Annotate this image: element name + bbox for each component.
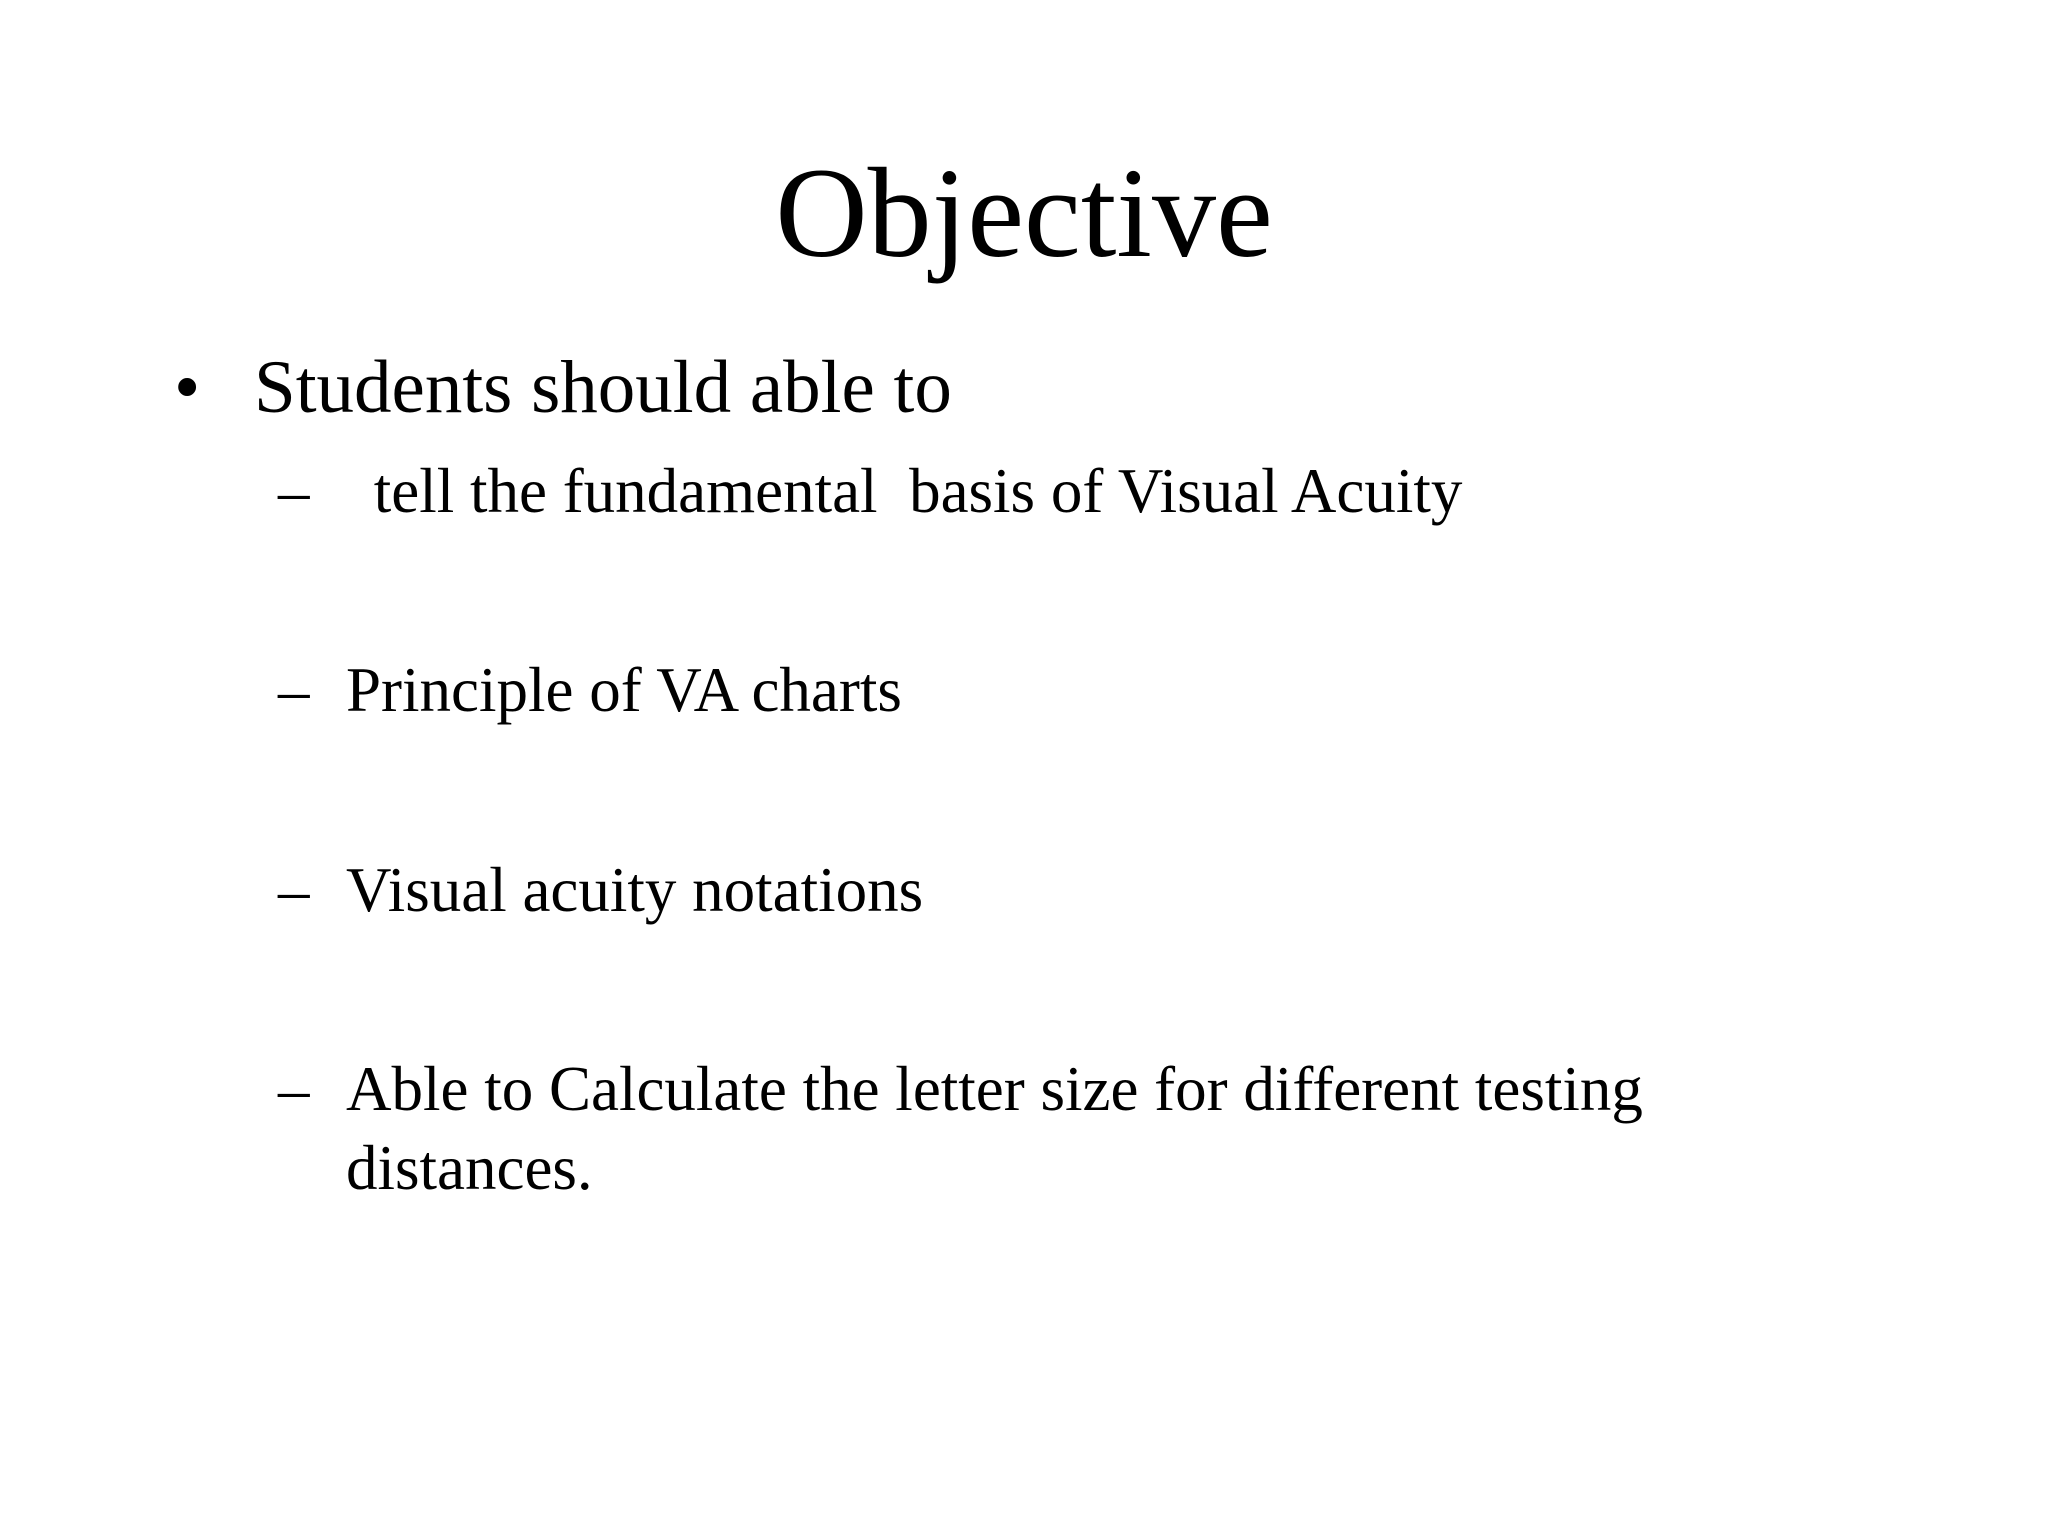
sub-item-dash: – [278, 1054, 310, 1124]
sub-item-text: tell the fundamental basis of Visual Acuity [358, 456, 1463, 526]
sub-item-text: Principle of VA charts [346, 655, 902, 725]
sub-item [278, 452, 1878, 531]
bullet-text: Students should able to [254, 346, 952, 429]
sub-item-text: Able to Calculate the letter size for different testing distances. [346, 1054, 1643, 1203]
sub-item-dash: – [278, 855, 310, 925]
sub-item-dash: – [278, 456, 310, 526]
sub-item-text: Visual acuity notations [346, 855, 924, 925]
sub-item-dash: – [278, 655, 310, 725]
sub-item [278, 651, 1878, 730]
slide-title: Objective [775, 142, 1273, 284]
sub-item [278, 851, 1878, 930]
bullet-marker: • [174, 346, 201, 429]
sub-item [278, 1050, 1878, 1208]
